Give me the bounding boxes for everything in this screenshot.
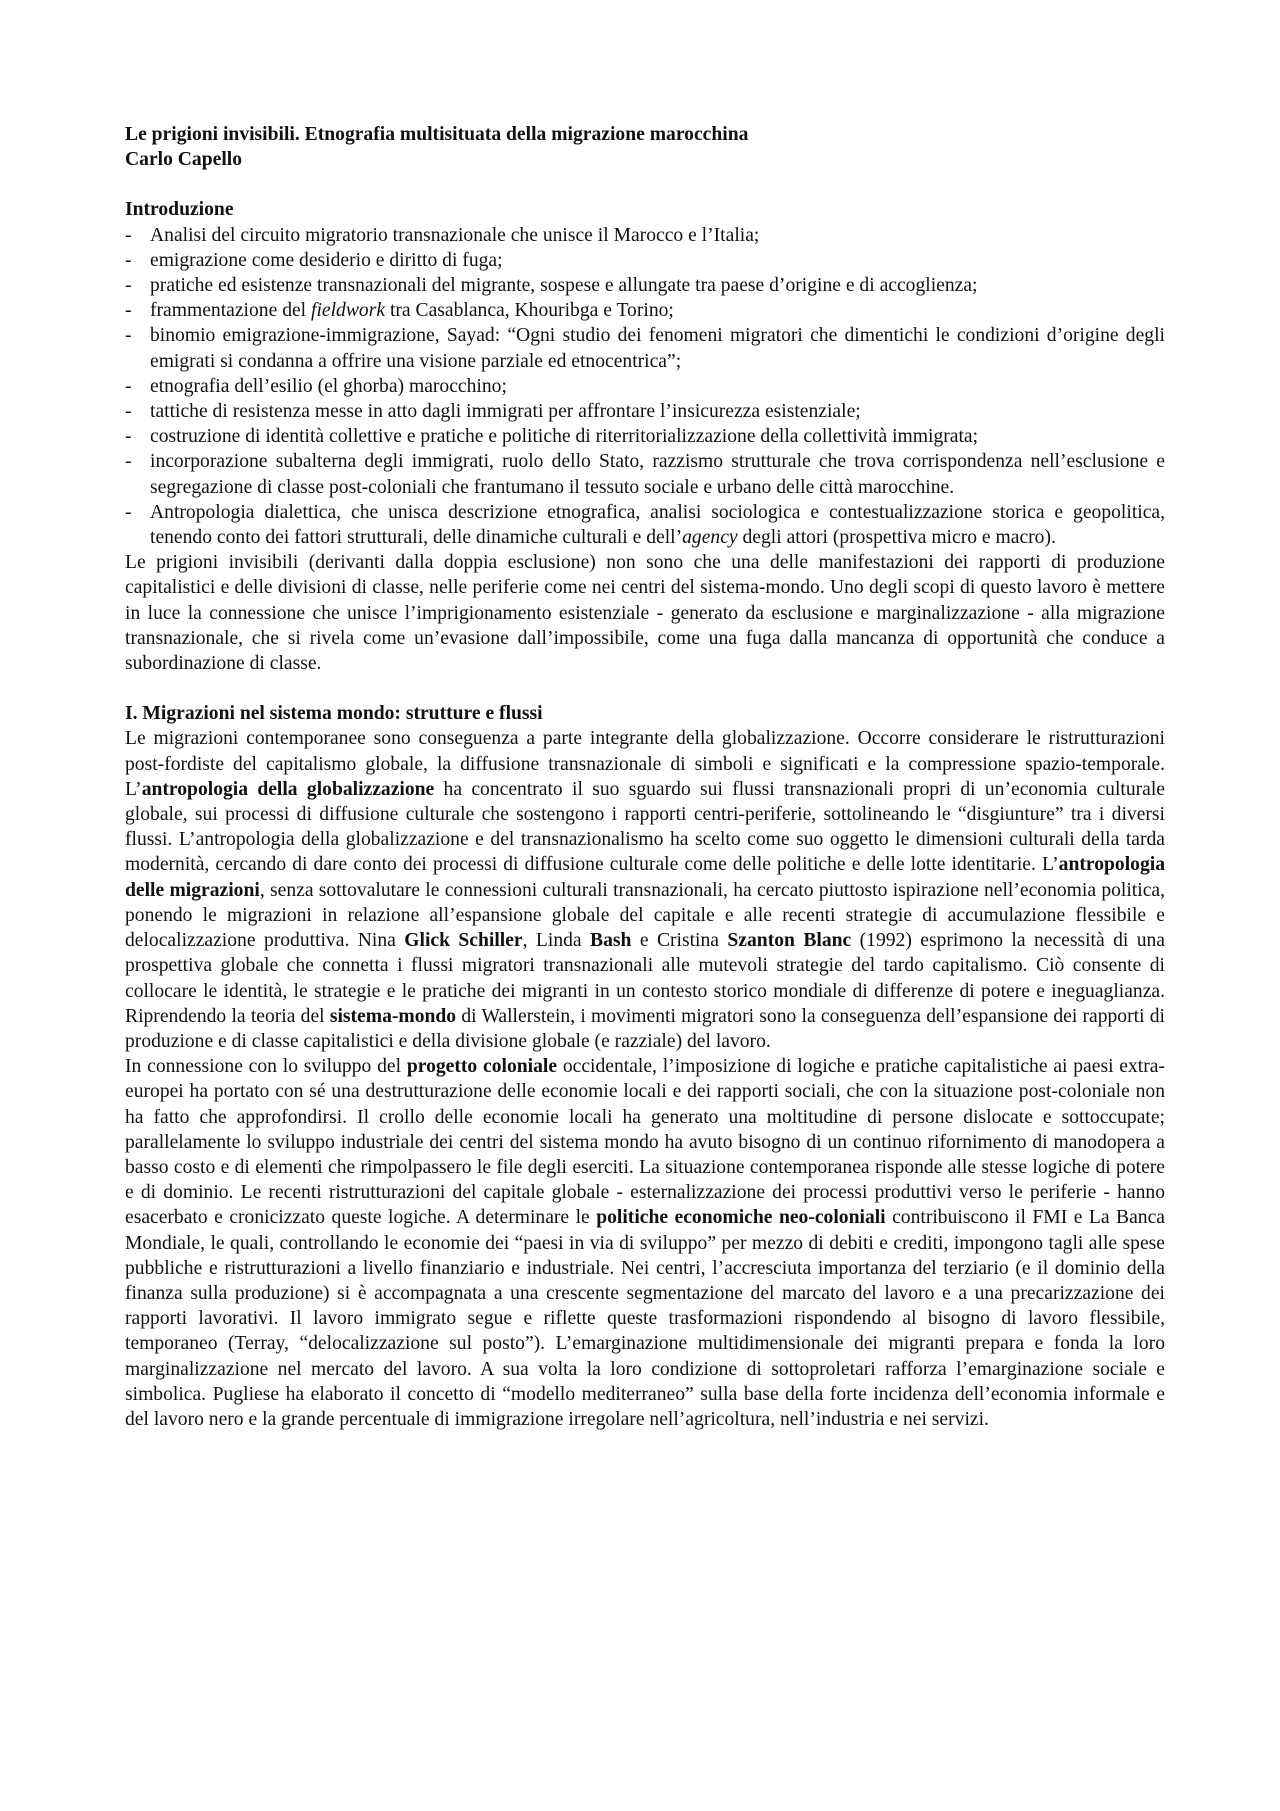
- list-item: - etnografia dell’esilio (el ghorba) marocchino;: [125, 374, 1165, 399]
- intro-heading: Introduzione: [125, 199, 234, 221]
- paragraph-text: ha concentrato il suo sguardo sui flussi transnazionali propri di un’economia culturale globale, sui processi di diffusione culturale che sostengono i rapporti centri-periferie, sottolineando le “disgiunture” tra i diversi flussi. L’antropologia della globalizzazione e del transnazionalismo ha scelto come suo oggetto le dimensioni culturali della tarda modernità, cercando di dare conto dei processi di diffusione culturale come delle politiche e delle lotte identitarie. L’: [125, 778, 1165, 876]
- list-item-text: frammentazione del: [150, 300, 312, 322]
- bold-term: antropologia delle migrazioni: [125, 854, 1165, 901]
- list-item: - tattiche di resistenza messe in atto dagli immigrati per affrontare l’insicurezza esistenziale;: [125, 399, 1165, 424]
- bold-term: Szanton Blanc: [727, 930, 852, 952]
- list-item: - incorporazione subalterna degli immigrati, ruolo dello Stato, razzismo strutturale che trova corrispondenza nell’esclusione e segregazione di classe post-coloniali che frantumano il tessuto sociale e urbano delle città marocchine.: [125, 449, 1165, 499]
- list-item-text: tra Casablanca, Khouribga e Torino;: [385, 300, 674, 322]
- list-item-text: Antropologia dialettica, che unisca descrizione etnografica, analisi sociologica e contestualizzazione storica e geopolitica, tenendo conto dei fattori strutturali, delle dinamiche culturali e dell’: [150, 501, 1165, 549]
- list-item: - pratiche ed esistenze transnazionali del migrante, sospese e allungate tra paese d’origine e di accoglienza;: [125, 273, 1165, 298]
- list-item: - binomio emigrazione-immigrazione, Sayad: “Ogni studio dei fenomeni migratori che dimentichi le condizioni d’origine degli emigrati si condanna a offrire una visione parziale ed etnocentrica”;: [125, 323, 1165, 373]
- paragraph-text: (1992) esprimono la necessità di una prospettiva globale che connetta i flussi migratori transnazionali alle mutevoli strategie del tardo capitalismo. Ciò consente di collocare le identità, le strategie e le pratiche dei migranti in un contesto storico mondiale di differenze di potere e ineguaglianza. Riprendendo la teoria del: [125, 930, 1166, 1027]
- bold-term: progetto coloniale: [406, 1056, 558, 1078]
- bold-term: Glick Schiller: [404, 930, 523, 952]
- paragraph-text: e Cristina: [631, 930, 728, 952]
- emphasis-text: fieldwork: [311, 300, 386, 322]
- paragraph-text: contribuiscono il FMI e La Banca Mondiale, le quali, controllando le economie dei “paesi in via di sviluppo” per mezzo di debiti e crediti, impongono tagli alle spese pubbliche e ristrutturazioni a livello finanziario e industriale. Nei centri, l’accresciuta importanza del terziario (e il dominio della finanza sulla produzione) si è accompagnata a una crescente segmentazione del marcato del lavoro e a una precarizzazione dei rapporti lavorativi. Il lavoro immigrato segue e riflette queste trasformazioni rispondendo al bisogno di lavoro flessibile, temporaneo (Terray, “delocalizzazione sul posto”). L’emarginazione multidimensionale dei migranti prepara e fonda la loro marginalizzazione nel mercato del lavoro. A sua volta la loro condizione di sottoproletari rafforza l’emarginazione sociale e simbolica. Pugliese ha elaborato il concetto di “modello mediterraneo” sulla base della forte incidenza dell’economia informale e del lavoro nero e la grande percentuale di immigrazione irregolare nell’agricoltura, nell’industria e nei servizi.: [125, 1207, 1165, 1430]
- paragraph-text: di Wallerstein, i movimenti migratori sono la conseguenza dell’espansione dei rapporti di produzione e di classe capitalistici e della divisione globale (e razziale) del lavoro.: [125, 1005, 1165, 1052]
- list-item: [125, 298, 1165, 323]
- paragraph-text: , senza sottovalutare le connessioni culturali transnazionali, ha cercato piuttosto ispirazione nell’economia politica, ponendo le migrazioni in relazione all’espansione globale del capitale e alle recenti strategie di accumulazione flessibile e delocalizzazione produttiva. Nina: [125, 879, 1165, 952]
- spacer: [125, 676, 1165, 701]
- body-paragraph: [125, 1054, 1165, 1432]
- emphasis-text: agency: [682, 527, 738, 549]
- list-item-text: degli attori (prospettiva micro e macro).: [737, 527, 1056, 549]
- intro-list: [125, 223, 1165, 551]
- list-item: - emigrazione come desiderio e diritto di fuga;: [125, 248, 1165, 273]
- document-author: Carlo Capello: [125, 149, 243, 171]
- list-item: - costruzione di identità collettive e pratiche e politiche di riterritorializzazione della collettività immigrata;: [125, 424, 1165, 449]
- paragraph-text: In connessione con lo sviluppo del: [125, 1056, 407, 1078]
- paragraph-text: , Linda: [522, 930, 591, 952]
- section-heading: I. Migrazioni nel sistema mondo: strutture e flussi: [125, 703, 543, 725]
- paragraph-text: Le migrazioni contemporanee sono conseguenza a parte integrante della globalizzazione. Occorre considerare le ristrutturazioni post-fordiste del capitalismo globale, la diffusione transnazionale di simboli e significati e la compressione spazio-temporale. L’: [125, 728, 1165, 800]
- bold-term: Bash: [590, 930, 632, 952]
- document-title: Le prigioni invisibili. Etnografia multisituata della migrazione marocchina: [125, 124, 749, 145]
- paragraph-text: occidentale, l’imposizione di logiche e pratiche capitalistiche ai paesi extra-europei ha portato con sé una destrutturazione delle economie locali e dei rapporti sociali, che con la situazione post-coloniale non ha fatto che approfondirsi. Il crollo delle economie locali ha generato una moltitudine di persone dislocate e sottoccupate; parallelamente lo sviluppo industriale dei centri del sistema mondo ha avuto bisogno di un continuo rifornimento di manodopera a basso costo e di elementi che rimpolpassero le file degli eserciti. La situazione contemporanea risponde alle stesse logiche di potere e di dominio. Le recenti ristrutturazioni del capitale globale - esternalizzazione dei processi produttivi verso le periferie - hanno esacerbato e cronicizzato queste logiche. A determinare le: [125, 1056, 1165, 1229]
- list-item: - Analisi del circuito migratorio transnazionale che unisce il Marocco e l’Italia;: [125, 223, 1165, 248]
- spacer: [125, 172, 1165, 197]
- list-item: [125, 500, 1165, 550]
- body-paragraph: [125, 726, 1165, 1054]
- intro-closing-paragraph: Le prigioni invisibili (derivanti dalla doppia esclusione) non sono che una delle manifestazioni dei rapporti di produzione capitalistici e delle divisioni di classe, nelle periferie come nei centri del sistema-mondo. Uno degli scopi di questo lavoro è mettere in luce la connessione che unisce l’imprigionamento esistenziale - generato da esclusione e marginalizzazione - alla migrazione transnazionale, che si rivela come un’evasione dall’impossibile, come una fuga dalla mancanza di opportunità che conduce a subordinazione di classe.: [125, 552, 1165, 675]
- bold-term: sistema-mondo: [329, 1005, 457, 1027]
- bold-term: politiche economiche neo-coloniali: [596, 1207, 886, 1229]
- bold-term: antropologia della globalizzazione: [141, 778, 435, 800]
